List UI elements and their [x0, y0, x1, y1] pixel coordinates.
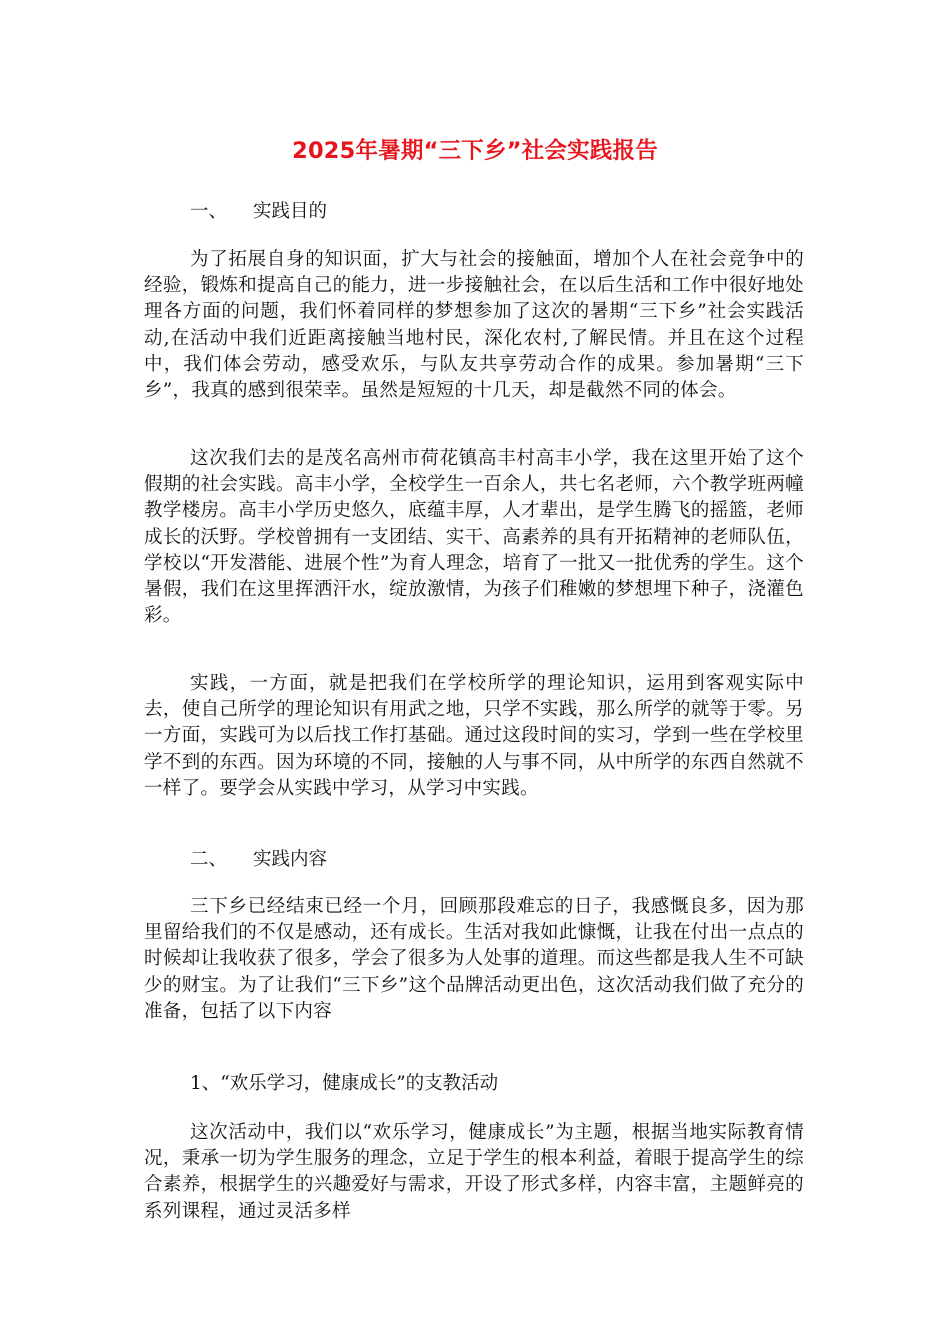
section-title-2: 实践内容 — [253, 849, 328, 870]
section-heading-1 — [190, 199, 327, 225]
subsection-heading-1: 1、“欢乐学习，健康成长”的支教活动 — [190, 1073, 499, 1094]
paragraph-5: 这次活动中，我们以“欢乐学习，健康成长”为主题，根据当地实际教育情况，秉承一切为学生服务的理念，立足于学生的根本利益，着眼于提高学生的综合素养，根据学生的兴趣爱好与需求，开设了形式多样，内容丰富，主题鲜亮的系列课程，通过灵活多样 — [144, 1122, 804, 1222]
document-title: 2025年暑期“三下乡”社会实践报告 — [292, 138, 658, 164]
paragraph-1: 为了拓展自身的知识面，扩大与社会的接触面，增加个人在社会竞争中的经验，锻炼和提高自己的能力，进一步接触社会，在以后生活和工作中很好地处理各方面的问题，我们怀着同样的梦想参加了这次的暑期“三下乡”社会实践活动,在活动中我们近距离接触当地村民，深化农村,了解民情。并且在这个过程中，我们体会劳动，感受欢乐，与队友共享劳动合作的成果。参加暑期“三下乡”，我真的感到很荣幸。虽然是短短的十几天，却是截然不同的体会。 — [144, 249, 804, 402]
paragraph-3: 实践，一方面，就是把我们在学校所学的理论知识，运用到客观实际中去，使自己所学的理论知识有用武之地，只学不实践，那么所学的就等于零。另一方面，实践可为以后找工作打基础。通过这段时间的实习，学到一些在学校里学不到的东西。因为环境的不同，接触的人与事不同，从中所学的东西自然就不一样了。要学会从实践中学习，从学习中实践。 — [144, 673, 804, 799]
section-number-2: 二、 — [190, 849, 228, 870]
section-heading-2 — [190, 847, 327, 873]
section-number-1: 一、 — [190, 201, 228, 222]
paragraph-2: 这次我们去的是茂名高州市荷花镇高丰村高丰小学，我在这里开始了这个假期的社会实践。高丰小学，全校学生一百余人，共七名老师，六个教学班两幢教学楼房。高丰小学历史悠久，底蕴丰厚，人才辈出，是学生腾飞的摇篮，老师成长的沃野。学校曾拥有一支团结、实干、高素养的具有开拓精神的老师队伍，学校以“开发潜能、进展个性”为育人理念，培育了一批又一批优秀的学生。这个暑假，我们在这里挥洒汗水，绽放激情，为孩子们稚嫩的梦想埋下种子，浇灌色彩。 — [144, 448, 804, 627]
section-title-1: 实践目的 — [253, 201, 328, 222]
paragraph-4: 三下乡已经结束已经一个月，回顾那段难忘的日子，我感慨良多，因为那里留给我们的不仅是感动，还有成长。生活对我如此慷慨，让我在付出一点点的时候却让我收获了很多，学会了很多为人处事的道理。而这些都是我人生不可缺少的财宝。为了让我们“三下乡”这个品牌活动更出色，这次活动我们做了充分的准备，包括了以下内容 — [144, 896, 804, 1022]
